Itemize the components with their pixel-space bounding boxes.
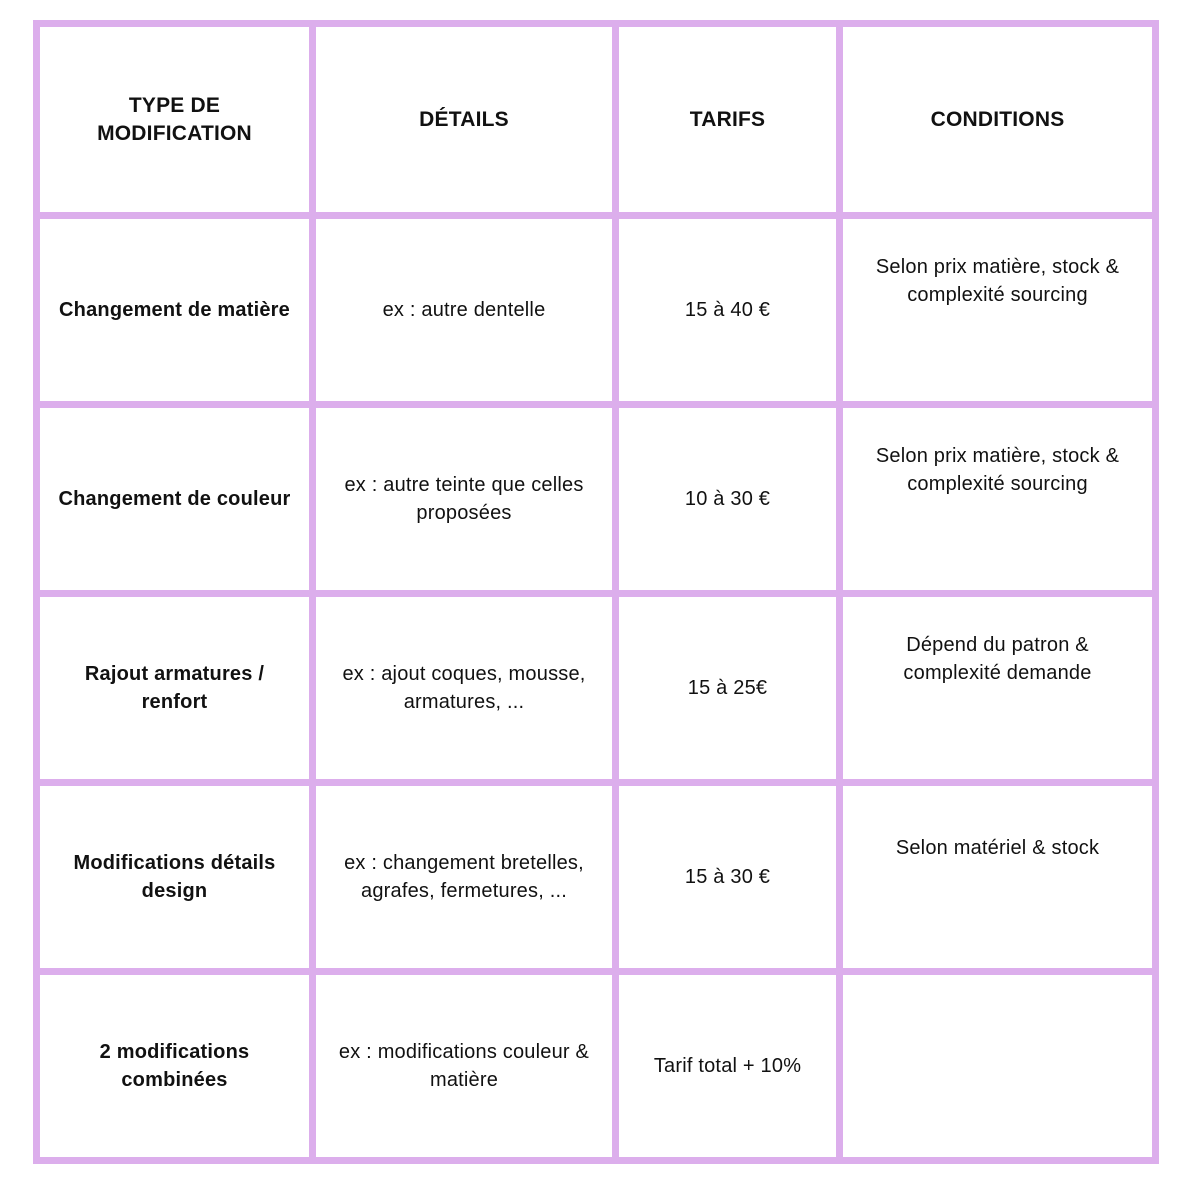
table-row (37, 783, 1156, 972)
row-conditions (840, 405, 1156, 594)
row-tarif: 10 à 30 € (616, 405, 840, 594)
row-conditions-text: Selon prix matière, stock & complexité sourcing (875, 256, 1120, 306)
modifications-pricing-table (33, 20, 1159, 1164)
row-details: ex : autre teinte que celles proposées (313, 405, 616, 594)
row-tarif: 15 à 25€ (616, 594, 840, 783)
row-tarif: 15 à 30 € (616, 783, 840, 972)
row-conditions (840, 594, 1156, 783)
row-conditions (840, 783, 1156, 972)
header-conditions: CONDITIONS (840, 24, 1156, 216)
row-conditions-text: Dépend du patron & complexité demande (903, 634, 1092, 684)
row-conditions (840, 972, 1156, 1161)
pricing-table-container (33, 20, 1152, 1161)
row-tarif: 15 à 40 € (616, 216, 840, 405)
table-row (37, 216, 1156, 405)
row-details: ex : ajout coques, mousse, armatures, ... (313, 594, 616, 783)
row-tarif: Tarif total + 10% (616, 972, 840, 1161)
row-conditions (840, 216, 1156, 405)
header-tarifs: TARIFS (616, 24, 840, 216)
table-row (37, 594, 1156, 783)
row-type: Modifications détails design (37, 783, 313, 972)
header-type: TYPE DE MODIFICATION (37, 24, 313, 216)
row-type: Changement de couleur (37, 405, 313, 594)
row-details: ex : modifications couleur & matière (313, 972, 616, 1161)
row-type: Rajout armatures / renfort (37, 594, 313, 783)
row-details: ex : changement bretelles, agrafes, fermetures, ... (313, 783, 616, 972)
row-type: Changement de matière (37, 216, 313, 405)
table-row (37, 405, 1156, 594)
row-type: 2 modifications combinées (37, 972, 313, 1161)
row-conditions-text: Selon matériel & stock (895, 837, 1100, 859)
table-row (37, 972, 1156, 1161)
table-header-row (37, 24, 1156, 216)
row-conditions-text: Selon prix matière, stock & complexité sourcing (875, 445, 1120, 495)
row-details: ex : autre dentelle (313, 216, 616, 405)
header-details: DÉTAILS (313, 24, 616, 216)
